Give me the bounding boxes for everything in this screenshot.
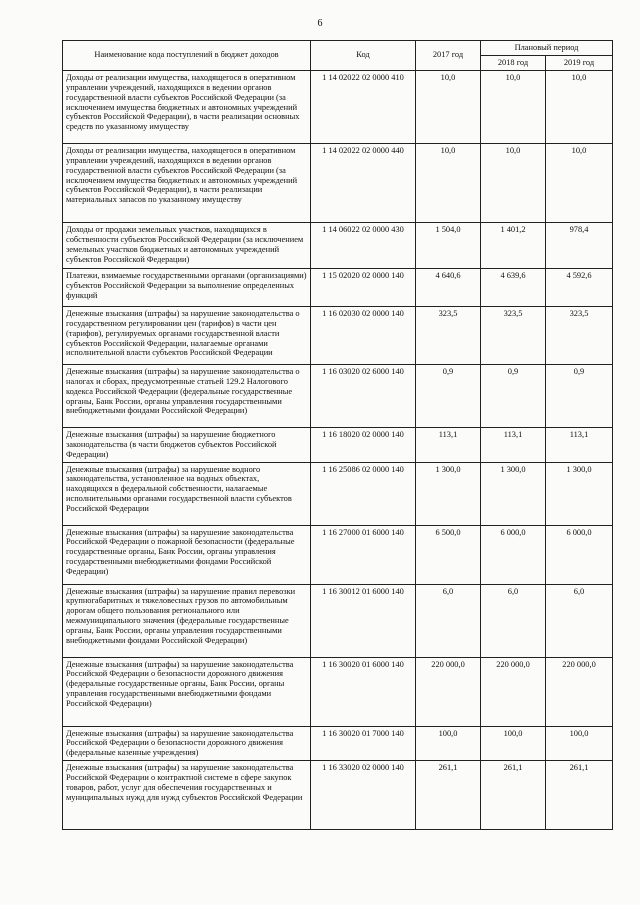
row-code-cell: 1 14 06022 02 0000 430	[311, 222, 416, 268]
table-row	[63, 364, 613, 427]
table-row	[63, 657, 613, 726]
row-name-cell: Денежные взыскания (штрафы) за нарушение бюджетного законодательства (в части бюджетов субъектов Российской Федерации)	[63, 427, 311, 462]
row-code-cell: 1 14 02022 02 0000 440	[311, 143, 416, 222]
table-row	[63, 462, 613, 525]
row-value-2019: 1 300,0	[546, 462, 613, 525]
row-name-cell: Денежные взыскания (штрафы) за нарушение законодательства Российской Федерации о контрактной системе в сфере закупок товаров, работ, услуг для обеспечения государственных и муниципальных нужд для нужд субъектов Российской Федерации	[63, 761, 311, 830]
row-value-2019: 261,1	[546, 761, 613, 830]
row-name-cell: Денежные взыскания (штрафы) за нарушение законодательства Российской Федерации о безопасности дорожного движения (федеральные государственные органы, Банк России, органы управления государственными внебюджетными фондами Российской Федерации)	[63, 657, 311, 726]
row-name-cell: Платежи, взимаемые государственными органами (организациями) субъектов Российской Федерации за выполнение определенных функций	[63, 268, 311, 306]
row-value-2018: 10,0	[481, 70, 546, 143]
row-name-cell: Доходы от реализации имущества, находящегося в оперативном управлении учреждений, находящихся в ведении органов государственной власти субъектов Российской Федерации (за исключением имущества бюджетных и автономных учреждений субъектов Российской Федерации), в части реализации материальных запасов по указанному имуществу	[63, 143, 311, 222]
row-code-cell: 1 16 02030 02 0000 140	[311, 306, 416, 364]
table-row	[63, 584, 613, 657]
row-value-2017: 4 640,6	[416, 268, 481, 306]
row-value-2018: 6,0	[481, 584, 546, 657]
row-value-2018: 323,5	[481, 306, 546, 364]
header-row	[63, 41, 613, 56]
row-value-2018: 6 000,0	[481, 525, 546, 584]
header-year-2017: 2017 год	[416, 41, 481, 71]
header-name: Наименование кода поступлений в бюджет доходов	[63, 41, 311, 71]
header-year-2018: 2018 год	[481, 55, 546, 70]
table-body	[63, 70, 613, 829]
row-value-2017: 1 504,0	[416, 222, 481, 268]
table-row	[63, 427, 613, 462]
row-code-cell: 1 16 33020 02 0000 140	[311, 761, 416, 830]
row-value-2018: 10,0	[481, 143, 546, 222]
row-code-cell: 1 16 25086 02 0000 140	[311, 462, 416, 525]
row-name-cell: Доходы от реализации имущества, находящегося в оперативном управлении учреждений, находящихся в ведении органов государственной власти субъектов Российской Федерации (за исключением имущества бюджетных и автономных учреждений субъектов Российской Федерации), в части реализации основных средств по указанному имуществу	[63, 70, 311, 143]
table-row	[63, 306, 613, 364]
row-code-cell: 1 16 30020 01 7000 140	[311, 726, 416, 761]
table-row	[63, 268, 613, 306]
row-value-2018: 100,0	[481, 726, 546, 761]
row-name-cell: Денежные взыскания (штрафы) за нарушение правил перевозки крупногабаритных и тяжеловесных грузов по автомобильным дорогам общего пользования регионального или межмуниципального значения (федеральные государственные органы, Банк России, органы управления государственными внебюджетными фондами Российской Федерации)	[63, 584, 311, 657]
row-value-2018: 4 639,6	[481, 268, 546, 306]
row-code-cell: 1 15 02020 02 0000 140	[311, 268, 416, 306]
row-value-2019: 0,9	[546, 364, 613, 427]
row-code-cell: 1 16 03020 02 6000 140	[311, 364, 416, 427]
header-year-2019: 2019 год	[546, 55, 613, 70]
row-name-cell: Денежные взыскания (штрафы) за нарушение законодательства о государственном регулировании цен (тарифов) в части цен (тарифов), регулируемых органами государственной власти субъектов Российской Федерации, налагаемые органами исполнительной власти субъектов Российской Федерации	[63, 306, 311, 364]
table-row	[63, 726, 613, 761]
row-value-2019: 6,0	[546, 584, 613, 657]
row-value-2018: 1 401,2	[481, 222, 546, 268]
row-value-2018: 0,9	[481, 364, 546, 427]
row-value-2019: 323,5	[546, 306, 613, 364]
row-value-2019: 4 592,6	[546, 268, 613, 306]
row-value-2019: 10,0	[546, 70, 613, 143]
table-row	[63, 761, 613, 830]
row-value-2017: 220 000,0	[416, 657, 481, 726]
row-value-2017: 113,1	[416, 427, 481, 462]
table-row	[63, 143, 613, 222]
row-code-cell: 1 14 02022 02 0000 410	[311, 70, 416, 143]
row-value-2017: 1 300,0	[416, 462, 481, 525]
table-row	[63, 70, 613, 143]
row-value-2017: 6 500,0	[416, 525, 481, 584]
row-value-2018: 220 000,0	[481, 657, 546, 726]
row-value-2019: 978,4	[546, 222, 613, 268]
row-value-2019: 10,0	[546, 143, 613, 222]
row-code-cell: 1 16 30012 01 6000 140	[311, 584, 416, 657]
row-value-2017: 0,9	[416, 364, 481, 427]
page-number: 6	[317, 18, 323, 29]
row-value-2017: 323,5	[416, 306, 481, 364]
row-code-cell: 1 16 30020 01 6000 140	[311, 657, 416, 726]
row-value-2018: 1 300,0	[481, 462, 546, 525]
row-value-2018: 113,1	[481, 427, 546, 462]
row-value-2019: 220 000,0	[546, 657, 613, 726]
row-code-cell: 1 16 27000 01 6000 140	[311, 525, 416, 584]
row-value-2019: 100,0	[546, 726, 613, 761]
row-name-cell: Денежные взыскания (штрафы) за нарушение законодательства Российской Федерации о пожарной безопасности (федеральные государственные органы, Банк России, органы управления государственными внебюджетными фондами Российской Федерации)	[63, 525, 311, 584]
header-code: Код	[311, 41, 416, 71]
header-plan-period: Плановый период	[481, 41, 613, 56]
row-value-2018: 261,1	[481, 761, 546, 830]
row-name-cell: Денежные взыскания (штрафы) за нарушение водного законодательства, установленное на водных объектах, находящихся в федеральной собственности, налагаемые исполнительными органами государственной власти субъектов Российской Федерации	[63, 462, 311, 525]
row-value-2019: 113,1	[546, 427, 613, 462]
table-row	[63, 222, 613, 268]
row-name-cell: Доходы от продажи земельных участков, находящихся в собственности субъектов Российской Федерации (за исключением земельных участков бюджетных и автономных учреждений субъектов Российской Федерации)	[63, 222, 311, 268]
revenue-table	[62, 40, 613, 830]
row-value-2017: 261,1	[416, 761, 481, 830]
row-value-2017: 6,0	[416, 584, 481, 657]
row-value-2017: 100,0	[416, 726, 481, 761]
row-code-cell: 1 16 18020 02 0000 140	[311, 427, 416, 462]
row-value-2017: 10,0	[416, 70, 481, 143]
table-row	[63, 525, 613, 584]
row-name-cell: Денежные взыскания (штрафы) за нарушение законодательства Российской Федерации о безопасности дорожного движения (федеральные казенные учреждения)	[63, 726, 311, 761]
row-value-2017: 10,0	[416, 143, 481, 222]
row-name-cell: Денежные взыскания (штрафы) за нарушение законодательства о налогах и сборах, предусмотренные статьей 129.2 Налогового кодекса Российской Федерации (федеральные государственные органы, Банк России, органы управления государственными внебюджетными фондами Российской Федерации)	[63, 364, 311, 427]
row-value-2019: 6 000,0	[546, 525, 613, 584]
